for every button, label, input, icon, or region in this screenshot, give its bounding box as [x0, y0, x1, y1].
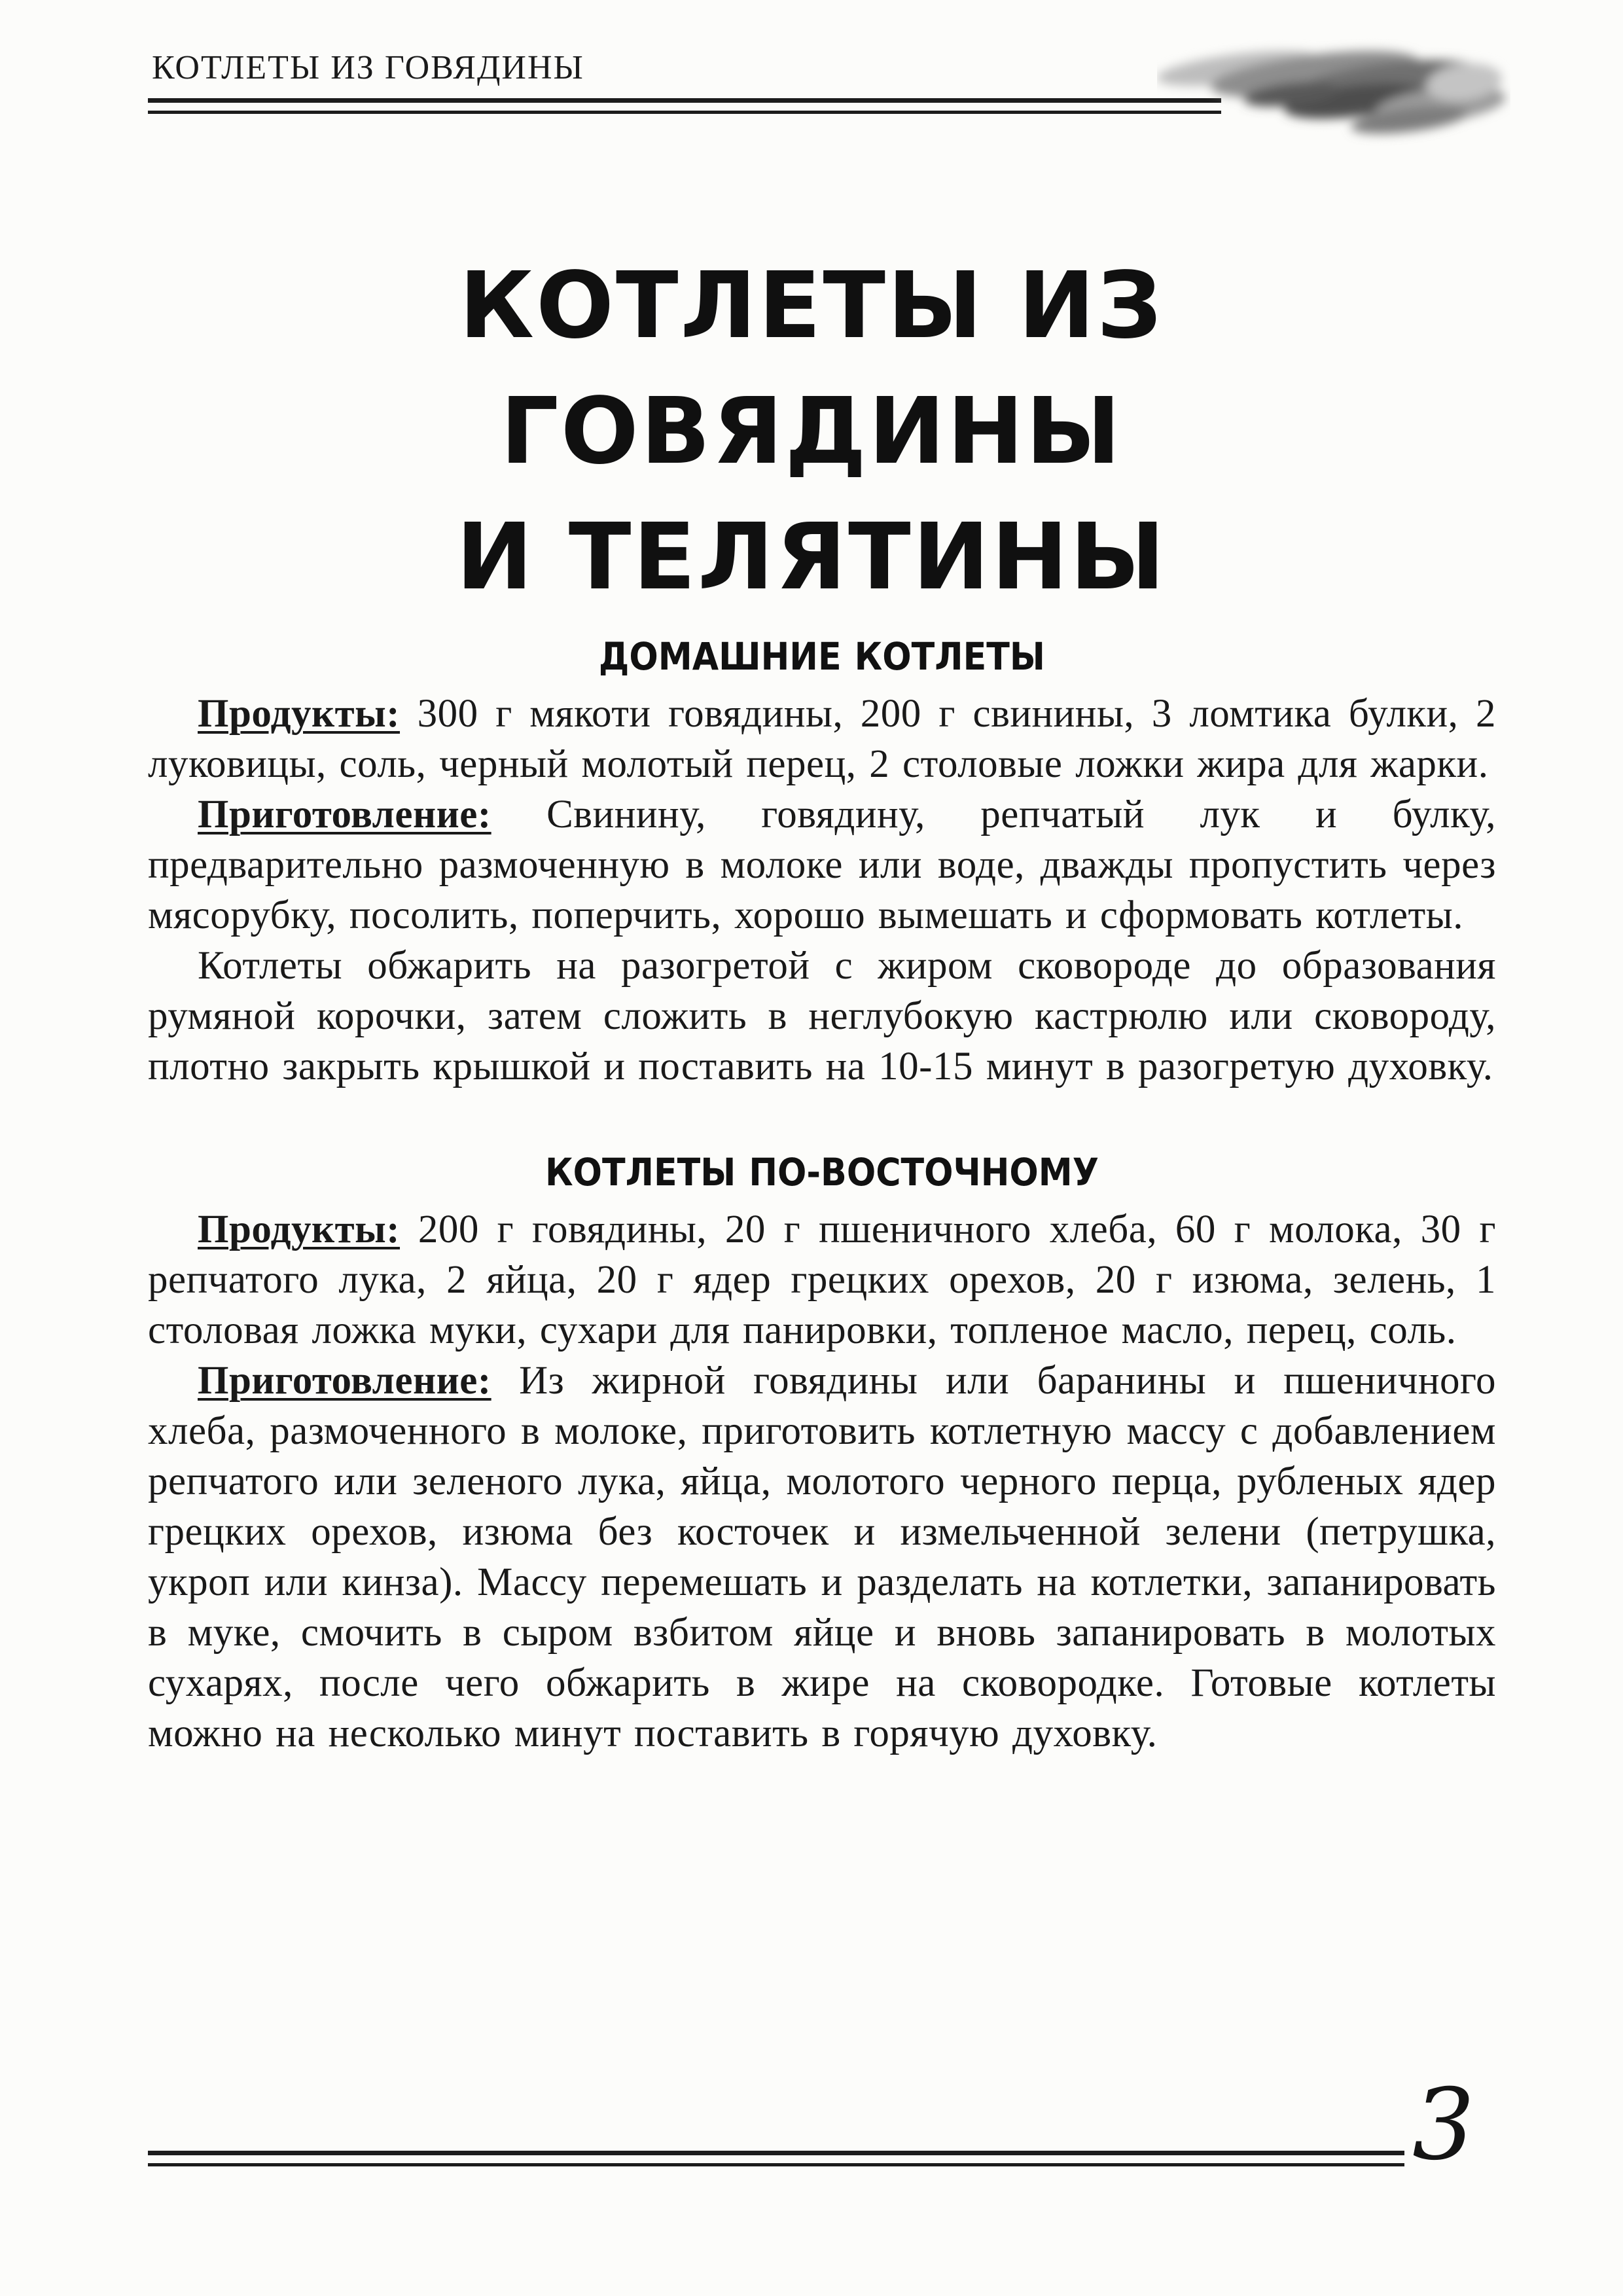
paragraph-text: Свинину, говядину, репчатый лук и булку, предварительно размоченную в молоке или воде, дважды пропустить через мясорубку, посолить, поперчить, хорошо вымешать и сформовать котлеты. [148, 793, 1496, 937]
header-double-rule [148, 98, 1221, 114]
recipe-paragraph [148, 789, 1496, 941]
recipe-paragraph [148, 941, 1496, 1092]
recipe-heading-po-vostochnomu [148, 1148, 1496, 1196]
running-header-title: КОТЛЕТЫ ИЗ ГОВЯДИНЫ [152, 49, 584, 86]
chapter-title-line-3: И ТЕЛЯТИНЫ [455, 504, 1167, 611]
paragraph-text: Котлеты обжарить на разогретой с жиром сковороде до образования румяной корочки, затем сложить в неглубокую кастрюлю или сковороду, плотно закрыть крышкой и поставить на 10-15 минут в разогретую духовку. [148, 944, 1496, 1088]
paragraph-lead: Продукты: [198, 692, 401, 736]
paragraph-lead: Приготовление: [198, 1359, 491, 1403]
paragraph-text: Из жирной говядины или баранины и пшеничного хлеба, размоченного в молоке, приготовить котлетную массу с добавлением репчатого или зеленого лука, яйца, молотого черного перца, рубленых ядер грецких орехов, изюма без косточек и измельченной зелени (петрушка, укроп или кинза). Массу перемешать и разделать на котлетки, запанировать в муке, смочить в сыром взбитом яйце и вновь запанировать в молотых сухарях, после чего обжарить в жире на сковородке. Готовые котлеты можно на несколько минут поставить в горячую духовку. [148, 1359, 1496, 1755]
recipe-paragraph [148, 1355, 1496, 1759]
chapter-title-line-2: ГОВЯДИНЫ [500, 378, 1123, 485]
text-column [148, 632, 1496, 1759]
chapter-title-line-1: КОТЛЕТЫ ИЗ [459, 253, 1164, 359]
recipe-heading-domashnie [148, 632, 1496, 681]
paragraph-text: 200 г говядины, 20 г пшеничного хлеба, 60 г молока, 30 г репчатого лука, 2 яйца, 20 г ядер грецких орехов, 20 г изюма, зелень, 1 столовая ложка муки, сухари для панировки, топленое масло, перец, соль. [148, 1208, 1496, 1352]
paragraph-lead: Приготовление: [198, 793, 491, 836]
page-number: 3 [1412, 2068, 1475, 2182]
header-ornament-image [1157, 21, 1510, 168]
recipe-paragraph [148, 689, 1496, 789]
paragraph-text: 300 г мякоти говядины, 200 г свинины, 3 ломтика булки, 2 луковицы, соль, черный молотый перец, 2 столовые ложки жира для жарки. [148, 692, 1496, 786]
paragraph-lead: Продукты: [198, 1208, 401, 1251]
recipe-heading-text: ДОМАШНИЕ КОТЛЕТЫ [598, 634, 1046, 679]
footer-double-rule [148, 2151, 1404, 2166]
chapter-title [137, 243, 1486, 620]
recipe-heading-text: КОТЛЕТЫ ПО-ВОСТОЧНОМУ [545, 1150, 1099, 1194]
recipe-paragraph [148, 1204, 1496, 1355]
